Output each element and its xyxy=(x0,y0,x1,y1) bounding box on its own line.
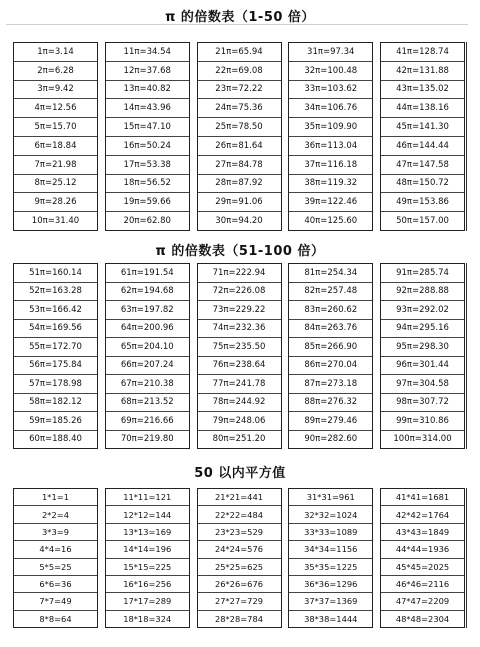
table-cell: 71π=222.94 xyxy=(198,264,281,283)
table-cell: 48*48=2304 xyxy=(395,613,450,624)
column-3 xyxy=(197,263,282,449)
table-cell: 28π=87.92 xyxy=(198,175,281,194)
table-cell: 7*7=49 xyxy=(14,593,97,610)
table-cell: 14π=43.96 xyxy=(106,99,189,118)
table-cell: 87π=273.18 xyxy=(289,375,372,394)
table-cell: 1*1=1 xyxy=(14,489,97,506)
section-title-pi-51-100: π 的倍数表（51-100 倍） xyxy=(155,244,325,259)
table-cell: 79π=248.06 xyxy=(198,412,281,431)
table-cell: 41*41=1681 xyxy=(381,489,464,506)
column-2 xyxy=(105,488,190,628)
table-cell: 76π=238.64 xyxy=(198,357,281,376)
table-cell: 95π=298.30 xyxy=(381,338,464,357)
table-cell: 99π=310.86 xyxy=(381,412,464,431)
table-cell: 88π=276.32 xyxy=(289,394,372,413)
table-cell: 72π=226.08 xyxy=(198,283,281,302)
table-cell: 70π=219.80 xyxy=(120,434,174,445)
table-cell: 55π=172.70 xyxy=(14,338,97,357)
table-cell: 40π=125.60 xyxy=(304,216,358,227)
column-3 xyxy=(197,488,282,628)
table-cell: 77π=241.78 xyxy=(198,375,281,394)
table-cell: 35π=109.90 xyxy=(289,118,372,137)
column-3 xyxy=(197,42,282,231)
table-cell: 82π=257.48 xyxy=(289,283,372,302)
table-cell: 25π=78.50 xyxy=(198,118,281,137)
table-cell: 91π=285.74 xyxy=(381,264,464,283)
table-cell: 59π=185.26 xyxy=(14,412,97,431)
table-cell: 35*35=1225 xyxy=(289,559,372,576)
table-cell: 93π=292.02 xyxy=(381,301,464,320)
table-cell: 3*3=9 xyxy=(14,524,97,541)
table-cell: 34π=106.76 xyxy=(289,99,372,118)
table-cell: 92π=288.88 xyxy=(381,283,464,302)
table-cell: 94π=295.16 xyxy=(381,320,464,339)
table-cell: 42*42=1764 xyxy=(381,506,464,523)
table-cell: 14*14=196 xyxy=(106,541,189,558)
table-cell: 13π=40.82 xyxy=(106,81,189,100)
table-cell: 69π=216.66 xyxy=(106,412,189,431)
table-cell: 89π=279.46 xyxy=(289,412,372,431)
table-cell: 18*18=324 xyxy=(123,613,172,624)
table-cell: 17π=53.38 xyxy=(106,156,189,175)
table-cell: 8π=25.12 xyxy=(14,175,97,194)
side-rule xyxy=(466,42,467,231)
table-cell: 24π=75.36 xyxy=(198,99,281,118)
table-cell: 36*36=1296 xyxy=(289,576,372,593)
table-cell: 1π=3.14 xyxy=(14,43,97,62)
table-cell: 100π=314.00 xyxy=(393,434,452,445)
table-cell: 12π=37.68 xyxy=(106,62,189,81)
table-cell: 5*5=25 xyxy=(14,559,97,576)
table-cell: 37π=116.18 xyxy=(289,156,372,175)
table-cell: 80π=251.20 xyxy=(212,434,266,445)
table-cell: 83π=260.62 xyxy=(289,301,372,320)
table-cell: 85π=266.90 xyxy=(289,338,372,357)
table-cell: 42π=131.88 xyxy=(381,62,464,81)
table-cell: 33π=103.62 xyxy=(289,81,372,100)
table-cell: 31*31=961 xyxy=(289,489,372,506)
table-cell: 56π=175.84 xyxy=(14,357,97,376)
table-cell: 96π=301.44 xyxy=(381,357,464,376)
table-cell: 21π=65.94 xyxy=(198,43,281,62)
table-cell: 27π=84.78 xyxy=(198,156,281,175)
table-cell: 15π=47.10 xyxy=(106,118,189,137)
side-rule xyxy=(466,488,467,628)
column-4 xyxy=(288,263,373,449)
column-1 xyxy=(13,263,98,449)
column-5 xyxy=(380,263,465,449)
column-1 xyxy=(13,42,98,231)
table-cell: 19π=59.66 xyxy=(106,193,189,212)
table-cell: 10π=31.40 xyxy=(31,216,80,227)
table-cell: 17*17=289 xyxy=(106,593,189,610)
table-cell: 33*33=1089 xyxy=(289,524,372,541)
squares-table xyxy=(13,488,465,628)
table-cell: 7π=21.98 xyxy=(14,156,97,175)
table-cell: 47*47=2209 xyxy=(381,593,464,610)
column-4 xyxy=(288,488,373,628)
table-cell: 39π=122.46 xyxy=(289,193,372,212)
section-title-squares: 50 以内平方值 xyxy=(194,466,286,481)
table-cell: 44π=138.16 xyxy=(381,99,464,118)
column-5 xyxy=(380,42,465,231)
table-cell: 16*16=256 xyxy=(106,576,189,593)
table-cell: 30π=94.20 xyxy=(215,216,263,227)
table-cell: 6*6=36 xyxy=(14,576,97,593)
table-cell: 31π=97.34 xyxy=(289,43,372,62)
table-cell: 47π=147.58 xyxy=(381,156,464,175)
table-cell: 81π=254.34 xyxy=(289,264,372,283)
table-cell: 20π=62.80 xyxy=(123,216,171,227)
section-title-pi-1-50: π 的倍数表（1-50 倍） xyxy=(165,10,315,25)
table-cell: 98π=307.72 xyxy=(381,394,464,413)
table-cell: 3π=9.42 xyxy=(14,81,97,100)
table-cell: 32*32=1024 xyxy=(289,506,372,523)
table-cell: 18π=56.52 xyxy=(106,175,189,194)
table-cell: 44*44=1936 xyxy=(381,541,464,558)
table-cell: 45π=141.30 xyxy=(381,118,464,137)
table-cell: 34*34=1156 xyxy=(289,541,372,558)
table-cell: 84π=263.76 xyxy=(289,320,372,339)
table-cell: 38π=119.32 xyxy=(289,175,372,194)
table-cell: 22π=69.08 xyxy=(198,62,281,81)
table-cell: 57π=178.98 xyxy=(14,375,97,394)
table-cell: 62π=194.68 xyxy=(106,283,189,302)
table-cell: 26*26=676 xyxy=(198,576,281,593)
table-cell: 11π=34.54 xyxy=(106,43,189,62)
table-cell: 58π=182.12 xyxy=(14,394,97,413)
column-1 xyxy=(13,488,98,628)
table-cell: 21*21=441 xyxy=(198,489,281,506)
table-cell: 49π=153.86 xyxy=(381,193,464,212)
table-cell: 53π=166.42 xyxy=(14,301,97,320)
table-cell: 4π=12.56 xyxy=(14,99,97,118)
column-2 xyxy=(105,42,190,231)
table-cell: 66π=207.24 xyxy=(106,357,189,376)
table-cell: 43*43=1849 xyxy=(381,524,464,541)
column-5 xyxy=(380,488,465,628)
table-cell: 22*22=484 xyxy=(198,506,281,523)
table-cell: 46*46=2116 xyxy=(381,576,464,593)
table-cell: 48π=150.72 xyxy=(381,175,464,194)
table-cell: 13*13=169 xyxy=(106,524,189,541)
table-cell: 50π=157.00 xyxy=(396,216,449,227)
table-cell: 74π=232.36 xyxy=(198,320,281,339)
table-cell: 4*4=16 xyxy=(14,541,97,558)
table-cell: 11*11=121 xyxy=(106,489,189,506)
table-cell: 5π=15.70 xyxy=(14,118,97,137)
column-4 xyxy=(288,42,373,231)
pi-table-1-50 xyxy=(13,42,465,231)
table-cell: 43π=135.02 xyxy=(381,81,464,100)
table-cell: 86π=270.04 xyxy=(289,357,372,376)
table-cell: 2π=6.28 xyxy=(14,62,97,81)
table-cell: 2*2=4 xyxy=(14,506,97,523)
table-cell: 26π=81.64 xyxy=(198,137,281,156)
table-cell: 25*25=625 xyxy=(198,559,281,576)
table-cell: 16π=50.24 xyxy=(106,137,189,156)
table-cell: 52π=163.28 xyxy=(14,283,97,302)
table-cell: 6π=18.84 xyxy=(14,137,97,156)
table-cell: 75π=235.50 xyxy=(198,338,281,357)
table-cell: 65π=204.10 xyxy=(106,338,189,357)
table-cell: 24*24=576 xyxy=(198,541,281,558)
table-cell: 9π=28.26 xyxy=(14,193,97,212)
table-cell: 15*15=225 xyxy=(106,559,189,576)
table-cell: 63π=197.82 xyxy=(106,301,189,320)
table-cell: 23*23=529 xyxy=(198,524,281,541)
table-cell: 38*38=1444 xyxy=(304,613,358,624)
table-cell: 36π=113.04 xyxy=(289,137,372,156)
table-cell: 51π=160.14 xyxy=(14,264,97,283)
table-cell: 29π=91.06 xyxy=(198,193,281,212)
table-cell: 61π=191.54 xyxy=(106,264,189,283)
table-cell: 12*12=144 xyxy=(106,506,189,523)
table-cell: 97π=304.58 xyxy=(381,375,464,394)
table-cell: 45*45=2025 xyxy=(381,559,464,576)
table-cell: 8*8=64 xyxy=(39,613,72,624)
table-cell: 28*28=784 xyxy=(214,613,264,624)
table-cell: 37*37=1369 xyxy=(289,593,372,610)
column-2 xyxy=(105,263,190,449)
table-cell: 23π=72.22 xyxy=(198,81,281,100)
table-cell: 64π=200.96 xyxy=(106,320,189,339)
table-cell: 32π=100.48 xyxy=(289,62,372,81)
table-cell: 78π=244.92 xyxy=(198,394,281,413)
table-cell: 27*27=729 xyxy=(198,593,281,610)
table-cell: 68π=213.52 xyxy=(106,394,189,413)
table-cell: 54π=169.56 xyxy=(14,320,97,339)
table-cell: 46π=144.44 xyxy=(381,137,464,156)
table-cell: 67π=210.38 xyxy=(106,375,189,394)
table-cell: 73π=229.22 xyxy=(198,301,281,320)
table-cell: 90π=282.60 xyxy=(304,434,358,445)
side-rule xyxy=(466,263,467,449)
table-cell: 41π=128.74 xyxy=(381,43,464,62)
table-cell: 60π=188.40 xyxy=(29,434,82,445)
pi-table-51-100 xyxy=(13,263,465,449)
